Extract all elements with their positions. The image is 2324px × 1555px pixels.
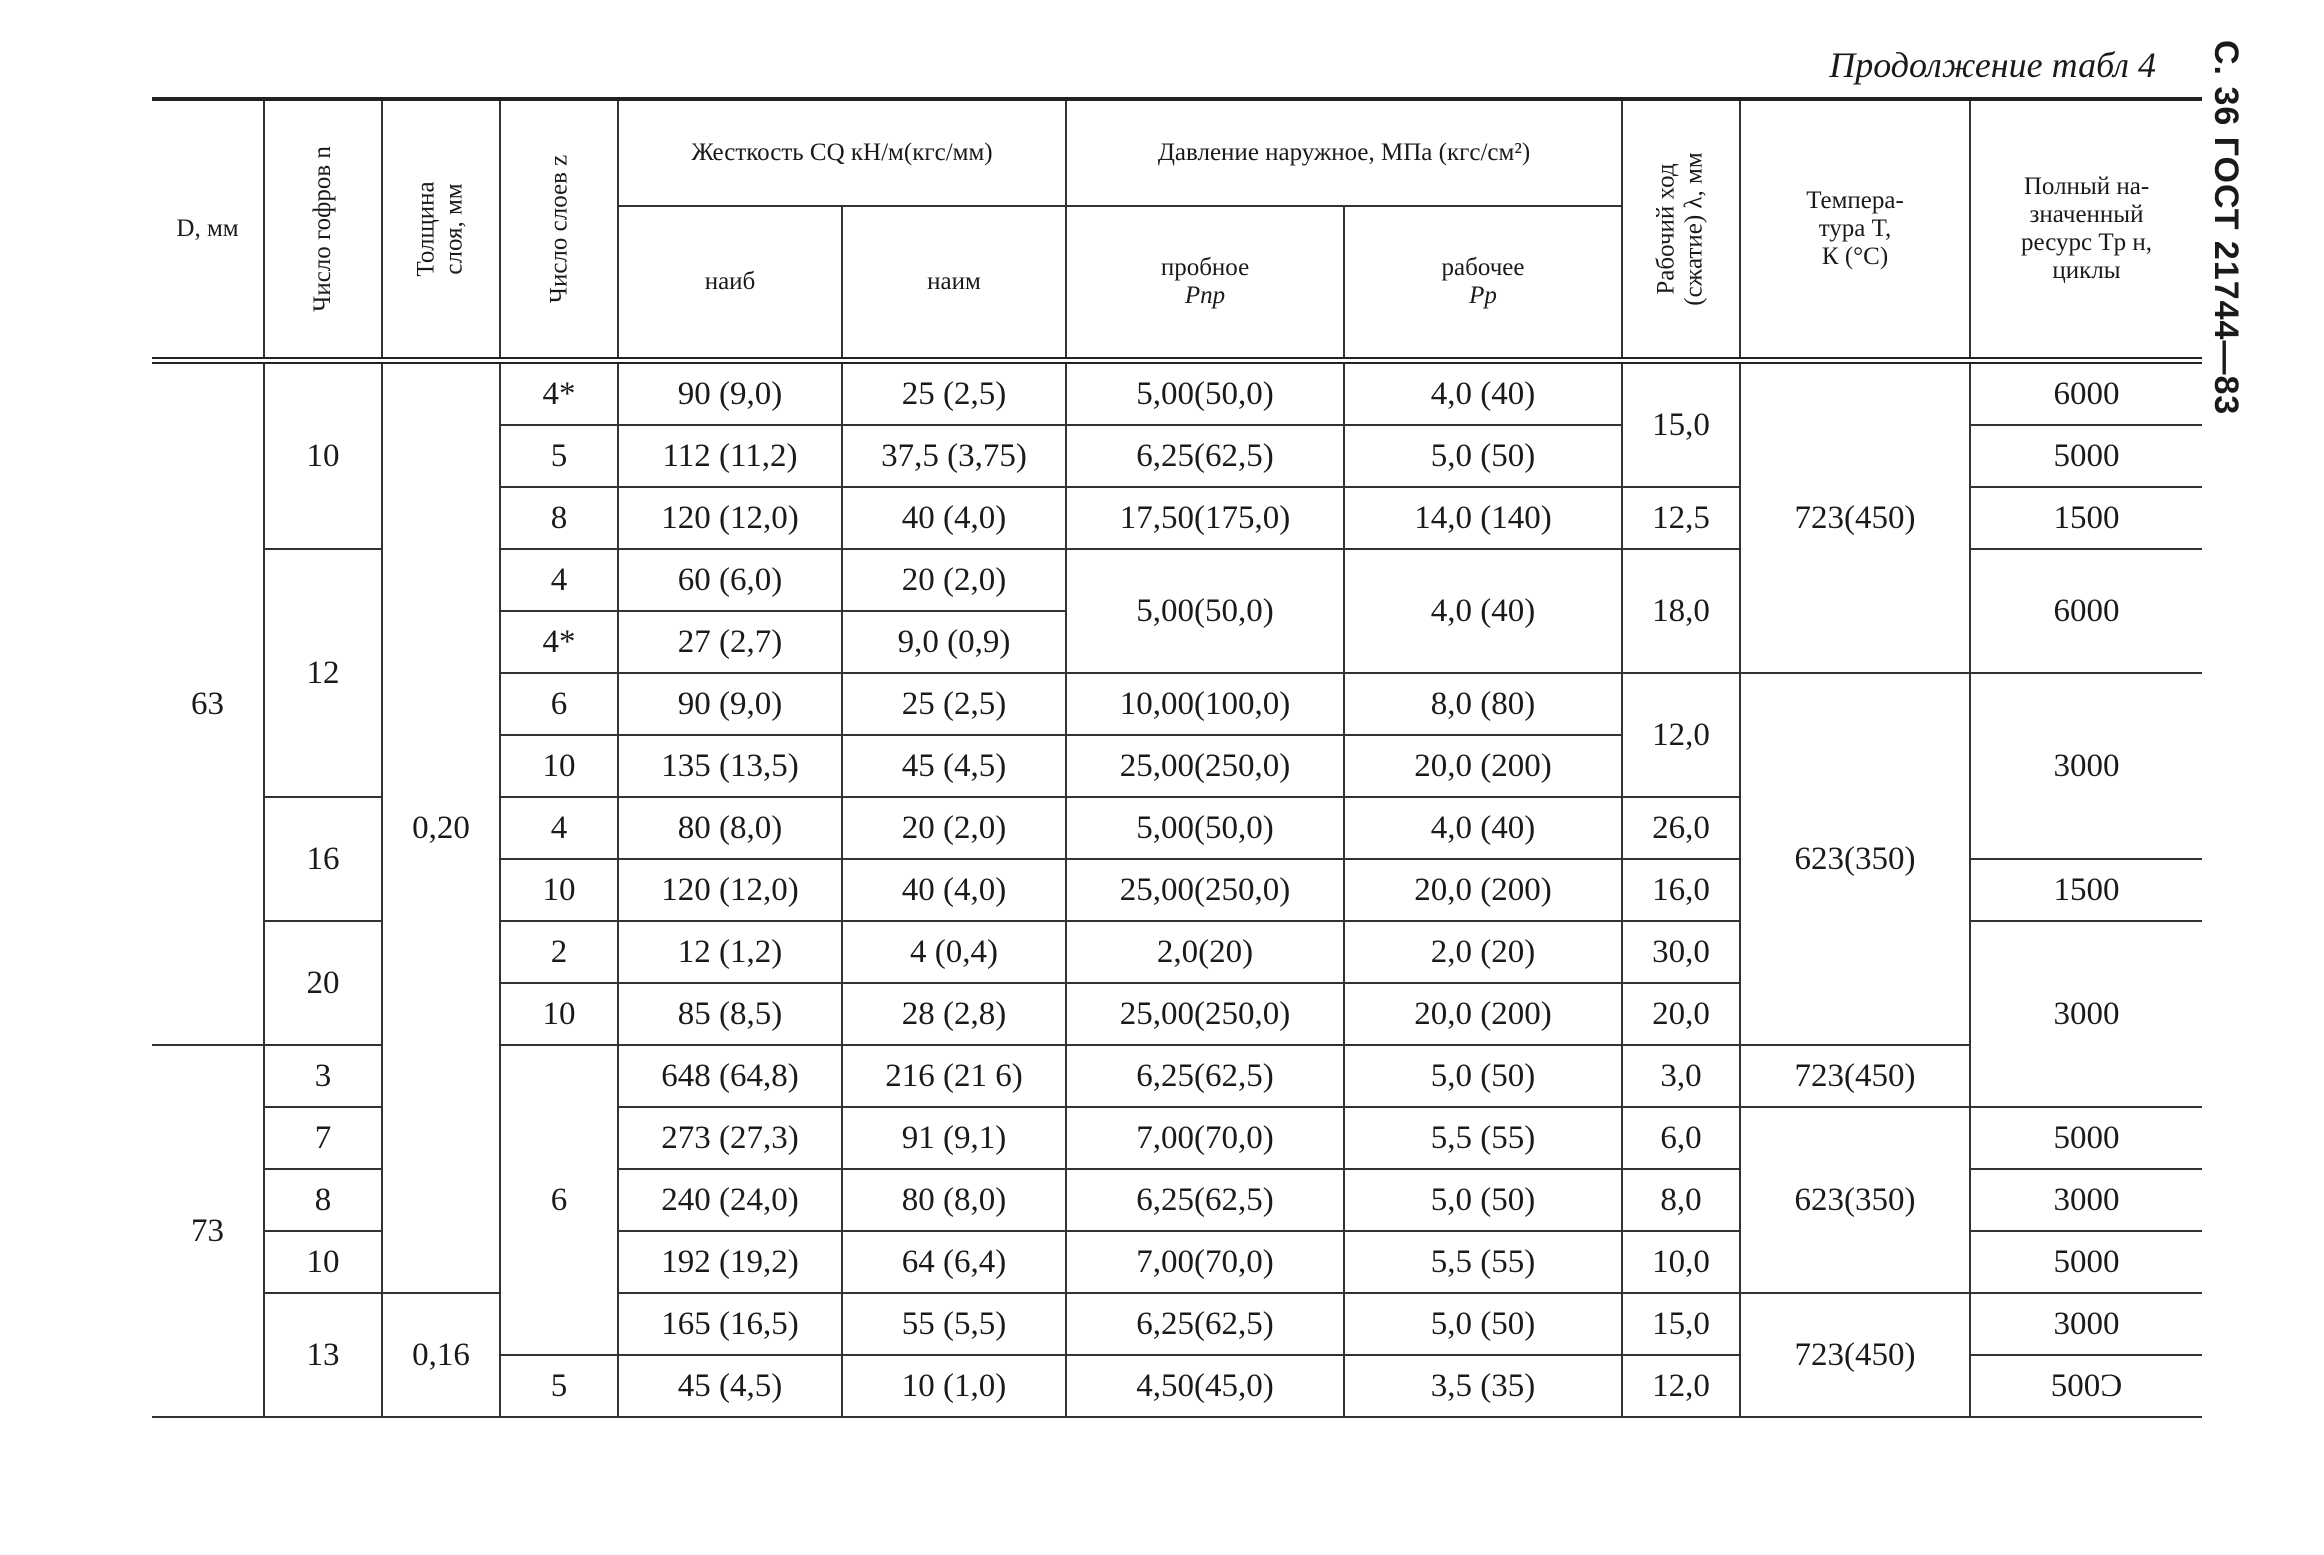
cell-stiffness-max: 120 (12,0) (618, 487, 842, 549)
col-header-z (500, 99, 618, 361)
cell-z: 5 (500, 1355, 618, 1417)
cell-stroke: 10,0 (1622, 1231, 1740, 1293)
cell-stiffness-min: 45 (4,5) (842, 735, 1066, 797)
cell-stiffness-min: 40 (4,0) (842, 859, 1066, 921)
cell-stroke: 6,0 (1622, 1107, 1740, 1169)
page-standard-label: С. 36 ГОСТ 21744—83 (2207, 40, 2245, 416)
cell-resource: 6000 (1970, 361, 2202, 426)
cell-stiffness-max: 120 (12,0) (618, 859, 842, 921)
cell-stiffness-min: 55 (5,5) (842, 1293, 1066, 1355)
cell-stiffness-min: 10 (1,0) (842, 1355, 1066, 1417)
cell-d: 63 (152, 361, 264, 1046)
cell-stiffness-max: 85 (8,5) (618, 983, 842, 1045)
cell-stiffness-min: 40 (4,0) (842, 487, 1066, 549)
cell-z: 4 (500, 549, 618, 611)
cell-stroke: 12,0 (1622, 1355, 1740, 1417)
cell-z: 8 (500, 487, 618, 549)
col-header-n (264, 99, 382, 361)
cell-pressure-work: 20,0 (200) (1344, 735, 1622, 797)
col-header-stroke (1622, 99, 1740, 361)
col-group-pressure: Давление наружное, МПа (кгс/см²) (1066, 99, 1622, 206)
cell-pressure-work: 5,0 (50) (1344, 1045, 1622, 1107)
cell-n: 12 (264, 549, 382, 797)
cell-z: 6 (500, 1045, 618, 1355)
cell-pressure-test: 25,00(250,0) (1066, 735, 1344, 797)
cell-pressure-work: 5,0 (50) (1344, 1169, 1622, 1231)
cell-z: 5 (500, 425, 618, 487)
cell-pressure-work: 8,0 (80) (1344, 673, 1622, 735)
cell-n: 20 (264, 921, 382, 1045)
cell-stiffness-max: 240 (24,0) (618, 1169, 842, 1231)
cell-resource: 3000 (1970, 1169, 2202, 1231)
cell-stiffness-min: 25 (2,5) (842, 361, 1066, 426)
cell-n: 16 (264, 797, 382, 921)
cell-stroke: 20,0 (1622, 983, 1740, 1045)
cell-n: 13 (264, 1293, 382, 1417)
cell-resource: 6000 (1970, 549, 2202, 673)
cell-resource: 5000 (1970, 1107, 2202, 1169)
table-row (152, 361, 2202, 426)
cell-stroke: 3,0 (1622, 1045, 1740, 1107)
cell-stiffness-min: 28 (2,8) (842, 983, 1066, 1045)
cell-n: 3 (264, 1045, 382, 1107)
cell-pressure-work: 4,0 (40) (1344, 361, 1622, 426)
cell-stiffness-max: 27 (2,7) (618, 611, 842, 673)
cell-stiffness-max: 45 (4,5) (618, 1355, 842, 1417)
cell-stroke: 30,0 (1622, 921, 1740, 983)
col-header-stiffness-max: наиб (618, 206, 842, 361)
cell-stroke: 26,0 (1622, 797, 1740, 859)
cell-pressure-work: 14,0 (140) (1344, 487, 1622, 549)
cell-pressure-work: 5,0 (50) (1344, 1293, 1622, 1355)
cell-z: 10 (500, 735, 618, 797)
pressure-work-label: рабочее (1441, 254, 1525, 281)
cell-pressure-test: 6,25(62,5) (1066, 1045, 1344, 1107)
continuation-caption: Продолжение табл 4 (1829, 45, 2156, 85)
cell-resource: 500Ɔ (1970, 1355, 2202, 1417)
cell-stiffness-max: 90 (9,0) (618, 361, 842, 426)
col-header-resource (1970, 99, 2202, 361)
cell-stroke: 8,0 (1622, 1169, 1740, 1231)
cell-pressure-work: 20,0 (200) (1344, 859, 1622, 921)
cell-stiffness-min: 4 (0,4) (842, 921, 1066, 983)
col-header-temperature-text: Темпера- тура T, К (°С) (1806, 187, 1904, 270)
cell-stiffness-min: 80 (8,0) (842, 1169, 1066, 1231)
cell-resource: 5000 (1970, 425, 2202, 487)
cell-pressure-work: 20,0 (200) (1344, 983, 1622, 1045)
cell-resource: 1500 (1970, 859, 2202, 921)
cell-z: 10 (500, 983, 618, 1045)
cell-stiffness-max: 273 (27,3) (618, 1107, 842, 1169)
bellows-spec-table (152, 97, 2202, 1418)
cell-stroke: 18,0 (1622, 549, 1740, 673)
cell-temperature: 723(450) (1740, 1045, 1970, 1107)
cell-stiffness-min: 9,0 (0,9) (842, 611, 1066, 673)
col-header-thickness (382, 99, 500, 361)
cell-stiffness-min: 20 (2,0) (842, 797, 1066, 859)
spec-table-wrapper (152, 97, 2202, 1418)
cell-pressure-test: 7,00(70,0) (1066, 1107, 1344, 1169)
col-header-z-text: Число слоев z (545, 154, 573, 304)
cell-resource: 1500 (1970, 487, 2202, 549)
col-header-stroke-text: Рабочий ход (сжатие) λ, мм (1653, 152, 1709, 306)
cell-pressure-test: 4,50(45,0) (1066, 1355, 1344, 1417)
cell-temperature: 623(350) (1740, 1107, 1970, 1293)
cell-pressure-test: 6,25(62,5) (1066, 1293, 1344, 1355)
cell-stiffness-max: 60 (6,0) (618, 549, 842, 611)
cell-stroke: 15,0 (1622, 361, 1740, 488)
cell-resource: 3000 (1970, 1293, 2202, 1355)
cell-z: 6 (500, 673, 618, 735)
cell-resource: 3000 (1970, 673, 2202, 859)
cell-n: 8 (264, 1169, 382, 1231)
cell-pressure-test: 5,00(50,0) (1066, 797, 1344, 859)
cell-n: 7 (264, 1107, 382, 1169)
cell-stiffness-min: 20 (2,0) (842, 549, 1066, 611)
cell-stroke: 16,0 (1622, 859, 1740, 921)
cell-d: 73 (152, 1045, 264, 1417)
cell-stiffness-max: 192 (19,2) (618, 1231, 842, 1293)
col-header-temperature (1740, 99, 1970, 361)
cell-resource: 5000 (1970, 1231, 2202, 1293)
cell-z: 4 (500, 797, 618, 859)
cell-stroke: 12,5 (1622, 487, 1740, 549)
cell-pressure-work: 2,0 (20) (1344, 921, 1622, 983)
col-header-d: D, мм (152, 99, 264, 361)
cell-pressure-work: 4,0 (40) (1344, 549, 1622, 673)
cell-z: 10 (500, 859, 618, 921)
cell-stiffness-max: 648 (64,8) (618, 1045, 842, 1107)
col-header-thickness-text: Толщина слоя, мм (413, 181, 468, 277)
cell-pressure-test: 17,50(175,0) (1066, 487, 1344, 549)
cell-stiffness-max: 90 (9,0) (618, 673, 842, 735)
cell-stiffness-min: 91 (9,1) (842, 1107, 1066, 1169)
cell-pressure-test: 25,00(250,0) (1066, 983, 1344, 1045)
cell-thickness: 0,20 (382, 361, 500, 1294)
cell-z: 4* (500, 361, 618, 426)
cell-stiffness-max: 12 (1,2) (618, 921, 842, 983)
cell-pressure-test: 6,25(62,5) (1066, 1169, 1344, 1231)
cell-stiffness-max: 165 (16,5) (618, 1293, 842, 1355)
col-header-resource-text: Полный на- значенный ресурс Tр н, циклы (2021, 173, 2152, 284)
cell-pressure-work: 5,0 (50) (1344, 425, 1622, 487)
cell-pressure-test: 5,00(50,0) (1066, 361, 1344, 426)
col-header-n-text: Число гофров n (309, 146, 336, 312)
cell-stiffness-max: 112 (11,2) (618, 425, 842, 487)
cell-stroke: 12,0 (1622, 673, 1740, 797)
table-row (152, 1293, 2202, 1355)
cell-stiffness-max: 80 (8,0) (618, 797, 842, 859)
cell-stroke: 15,0 (1622, 1293, 1740, 1355)
cell-stiffness-min: 216 (21 6) (842, 1045, 1066, 1107)
col-header-pressure-test (1066, 206, 1344, 361)
cell-pressure-test: 10,00(100,0) (1066, 673, 1344, 735)
col-group-stiffness: Жесткость CQ кН/м(кгс/мм) (618, 99, 1066, 206)
cell-pressure-work: 3,5 (35) (1344, 1355, 1622, 1417)
cell-pressure-test: 6,25(62,5) (1066, 425, 1344, 487)
cell-n: 10 (264, 1231, 382, 1293)
cell-temperature: 723(450) (1740, 361, 1970, 674)
cell-temperature: 723(450) (1740, 1293, 1970, 1417)
cell-n: 10 (264, 361, 382, 550)
cell-pressure-work: 4,0 (40) (1344, 797, 1622, 859)
cell-thickness: 0,16 (382, 1293, 500, 1417)
cell-pressure-test: 5,00(50,0) (1066, 549, 1344, 673)
cell-z: 2 (500, 921, 618, 983)
cell-pressure-work: 5,5 (55) (1344, 1231, 1622, 1293)
cell-resource: 3000 (1970, 921, 2202, 1107)
col-header-stiffness-min: наим (842, 206, 1066, 361)
cell-stiffness-min: 25 (2,5) (842, 673, 1066, 735)
pressure-test-symbol: Pпр (1184, 282, 1226, 309)
pressure-test-label: пробное (1160, 254, 1250, 281)
cell-pressure-test: 2,0(20) (1066, 921, 1344, 983)
cell-pressure-test: 7,00(70,0) (1066, 1231, 1344, 1293)
cell-temperature: 623(350) (1740, 673, 1970, 1045)
cell-pressure-work: 5,5 (55) (1344, 1107, 1622, 1169)
col-header-pressure-work (1344, 206, 1622, 361)
cell-stiffness-max: 135 (13,5) (618, 735, 842, 797)
cell-z: 4* (500, 611, 618, 673)
cell-stiffness-min: 37,5 (3,75) (842, 425, 1066, 487)
pressure-work-symbol: Pр (1469, 282, 1497, 309)
cell-stiffness-min: 64 (6,4) (842, 1231, 1066, 1293)
cell-pressure-test: 25,00(250,0) (1066, 859, 1344, 921)
